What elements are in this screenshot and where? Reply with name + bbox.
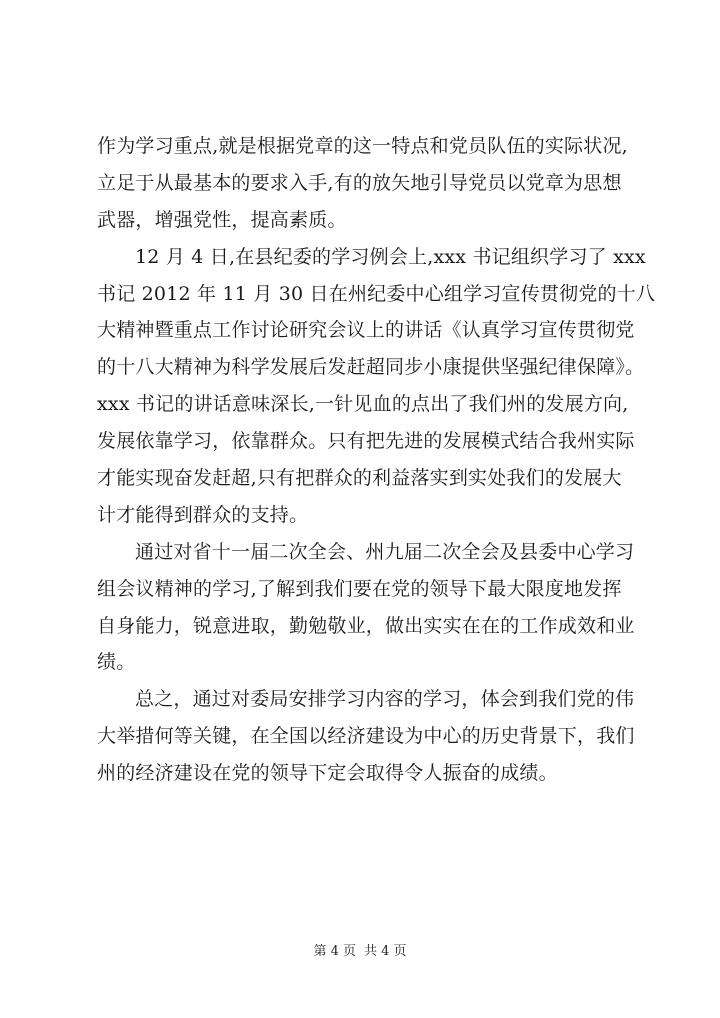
text-line: 才能实现奋发赶超,只有把群众的利益落实到实处我们的发展大: [97, 467, 622, 490]
page-number: 第 4 页: [313, 944, 356, 959]
text-line: 绩。: [97, 651, 136, 674]
text-line: 作为学习重点,就是根据党章的这一特点和党员队伍的实际状况,: [97, 135, 628, 157]
text-line: 书记 2012 年 11 月 30 日在州纪委中心组学习宣传贯彻党的十八: [97, 282, 656, 305]
text-line: 大举措何等关键，在全国以经济建设为中心的历史背景下，我们: [97, 725, 635, 748]
text-line: 武器，增强党性，提高素质。: [97, 208, 347, 231]
paragraph-meeting-study: [97, 239, 657, 534]
text-line: 12 月 4 日,在县纪委的学习例会上,xxx 书记组织学习了 xxx: [135, 245, 646, 268]
text-line: 通过对省十一届二次全会、州九届二次全会及县委中心学习: [135, 540, 635, 563]
text-line: 州的经济建设在党的领导下定会取得令人振奋的成绩。: [97, 762, 558, 785]
text-line: 的十八大精神为科学发展后发赶超同步小康提供坚强纪律保障》。: [97, 356, 645, 379]
text-line: 大精神暨重点工作讨论研究会议上的讲话《认真学习宣传贯彻党: [97, 319, 635, 342]
paragraph-conclusion: [97, 681, 657, 792]
page-total: 共 4 页: [364, 944, 407, 959]
text-line: 计才能得到群众的支持。: [97, 503, 309, 526]
paragraph-plenary-spirit: [97, 534, 657, 682]
page-footer: [0, 940, 720, 959]
text-line: 组会议精神的学习,了解到我们要在党的领导下最大限度地发挥: [97, 577, 622, 600]
text-line: 立足于从最基本的要求入手,有的放矢地引导党员以党章为思想: [97, 171, 622, 194]
text-line: 自身能力，锐意进取，勤勉敬业，做出实实在在的工作成效和业: [97, 614, 635, 637]
text-line: xxx 书记的讲话意味深长,一针见血的点出了我们州的发展方向,: [97, 393, 629, 416]
body-text: [97, 128, 657, 792]
text-line: 总之，通过对委局安排学习内容的学习，体会到我们党的伟: [135, 688, 635, 711]
text-line: 发展依靠学习，依靠群众。只有把先进的发展模式结合我州实际: [97, 430, 635, 453]
paragraph-study-focus: [97, 128, 657, 239]
